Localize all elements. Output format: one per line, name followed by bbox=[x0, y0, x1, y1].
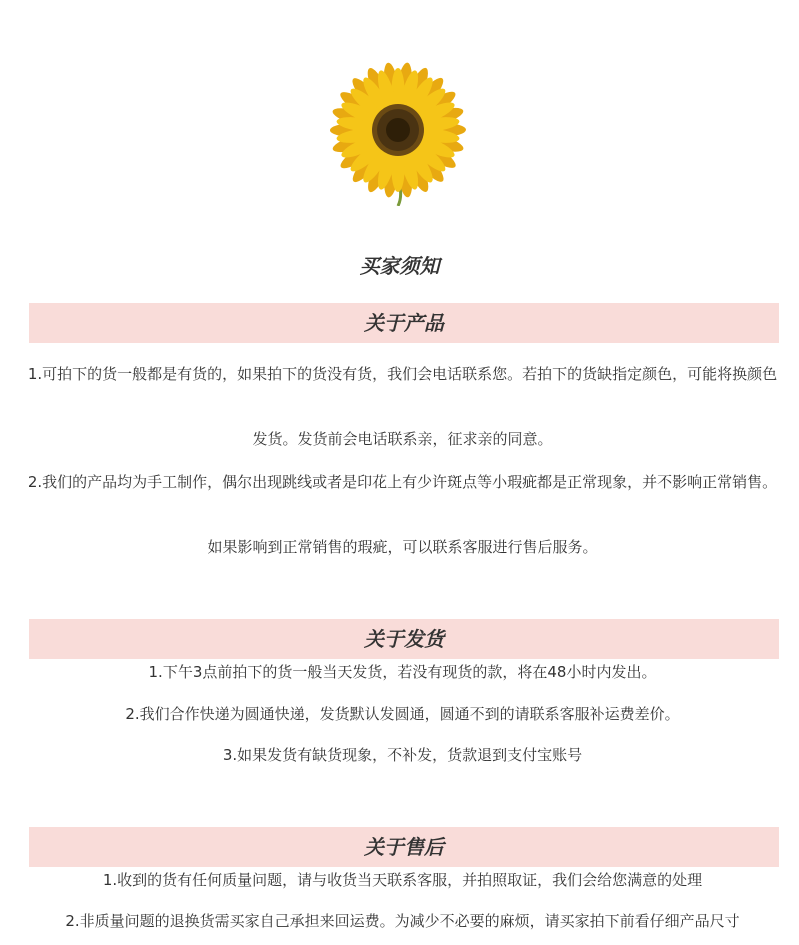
sunflower-image bbox=[330, 58, 468, 206]
shipping-paragraph-1: 1.下午3点前拍下的货一般当天发货，若没有现货的款，将在48小时内发出。 bbox=[148, 663, 657, 681]
section-heading-product: 关于产品 bbox=[29, 303, 779, 343]
product-paragraph-3: 2.我们的产品均为手工制作，偶尔出现跳线或者是印花上有少许斑点等小瑕疵都是正常现象，并不影响正常销售。 bbox=[27, 473, 778, 491]
aftersales-paragraph-2: 2.非质量问题的退换货需买家自己承担来回运费。为减少不必要的麻烦，请买家拍下前看仔细产品尺寸 bbox=[65, 912, 740, 930]
product-paragraph-1: 1.可拍下的货一般都是有货的，如果拍下的货没有货，我们会电话联系您。若拍下的货缺指定颜色，可能将换颜色 bbox=[27, 365, 778, 383]
page-title: 买家须知 bbox=[359, 254, 440, 278]
shipping-paragraph-3: 3.如果发货有缺货现象，不补发，货款退到支付宝账号 bbox=[222, 746, 583, 764]
product-paragraph-2: 发货。发货前会电话联系亲，征求亲的同意。 bbox=[252, 430, 553, 448]
aftersales-paragraph-1: 1.收到的货有任何质量问题，请与收货当天联系客服，并拍照取证，我们会给您满意的处理 bbox=[102, 871, 703, 889]
section-heading-shipping: 关于发货 bbox=[29, 619, 779, 659]
section-heading-aftersales: 关于售后 bbox=[29, 827, 779, 867]
shipping-paragraph-2: 2.我们合作快递为圆通快递，发货默认发圆通，圆通不到的请联系客服补运费差价。 bbox=[125, 705, 680, 723]
product-paragraph-4: 如果影响到正常销售的瑕疵，可以联系客服进行售后服务。 bbox=[207, 538, 598, 556]
